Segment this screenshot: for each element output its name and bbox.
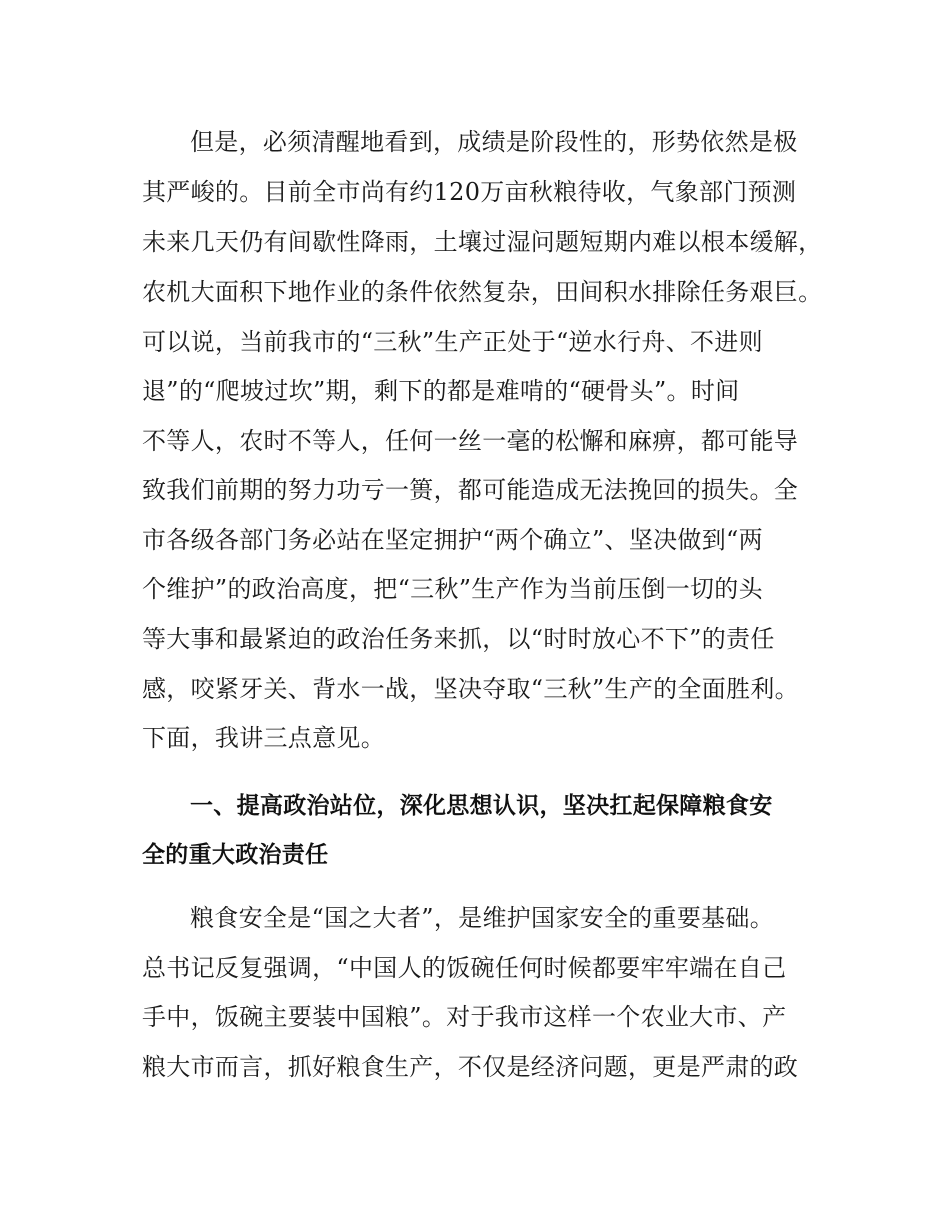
paragraph-2-line-3: 手中，饭碗主要装中国粮”。对于我市这样一个农业大市、产 (142, 1003, 787, 1031)
paragraph-1-line-12: 感，咬紧牙关、背水一战，坚决夺取“三秋”生产的全面胜利。 (142, 675, 799, 703)
paragraph-1-line-9: 市各级各部门务必站在坚定拥护“两个确立”、坚决做到“两 (142, 526, 763, 554)
paragraph-1-line-13: 下面，我讲三点意见。 (142, 724, 385, 752)
paragraph-1-line-5: 可以说，当前我市的“三秋”生产正处于“逆水行舟、不进则 (142, 328, 763, 356)
paragraph-1-line-8: 致我们前期的努力功亏一篑，都可能造成无法挽回的损失。全 (142, 476, 799, 504)
paragraph-1-line-7: 不等人，农时不等人，任何一丝一毫的松懈和麻痹，都可能导 (142, 427, 799, 455)
paragraph-2-line-1: 粮食安全是“国之大者”，是维护国家安全的重要基础。 (190, 904, 775, 932)
paragraph-1-line-3: 未来几天仍有间歇性降雨，土壤过湿问题短期内难以根本缓解， (142, 228, 823, 256)
paragraph-1-line-11: 等大事和最紧迫的政治任务来抓，以“时时放心不下”的责任 (142, 625, 775, 653)
paragraph-1-line-6: 退”的“爬坡过坎”期，剩下的都是难啃的“硬骨头”。时间 (142, 377, 740, 405)
section-heading-line-2: 全的重大政治责任 (142, 842, 329, 868)
paragraph-1-line-4: 农机大面积下地作业的条件依然复杂，田间积水排除任务艰巨。 (142, 278, 823, 306)
paragraph-2-line-2: 总书记反复强调，“中国人的饭碗任何时候都要牢牢端在自己 (142, 954, 787, 982)
paragraph-1-line-10: 个维护”的政治高度，把“三秋”生产作为当前压倒一切的头 (142, 575, 763, 603)
paragraph-1-line-1: 但是，必须清醒地看到，成绩是阶段性的，形势依然是极 (190, 128, 798, 156)
section-heading-line-1: 一、提高政治站位，深化思想认识，坚决扛起保障粮食安 (190, 793, 773, 819)
paragraph-1-line-2: 其严峻的。目前全市尚有约120万亩秋粮待收，气象部门预测 (142, 178, 797, 206)
paragraph-2-line-4: 粮大市而言，抓好粮食生产，不仅是经济问题，更是严肃的政 (142, 1053, 799, 1081)
